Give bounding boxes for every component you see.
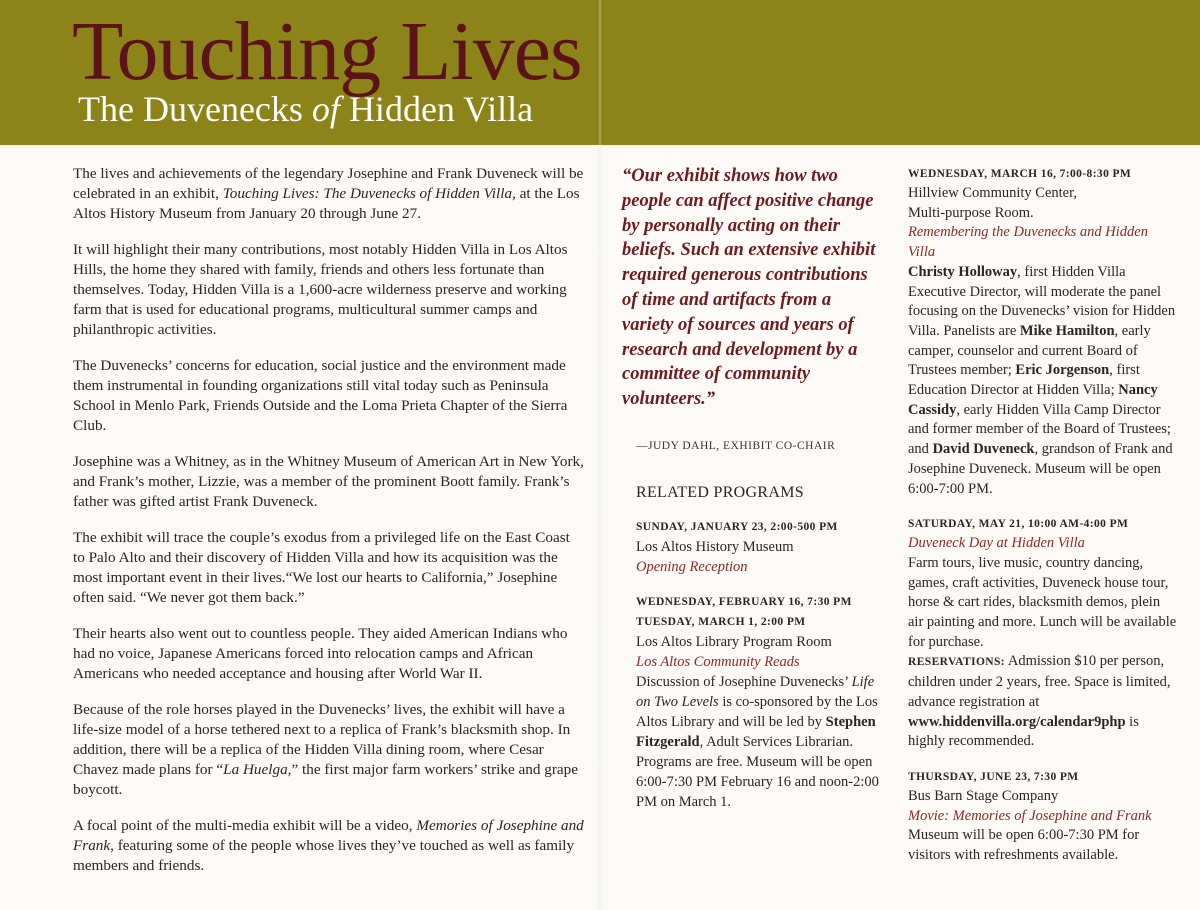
intro-column	[73, 164, 585, 892]
text-run: , Adult Services Librarian. Programs are free. Museum will be open 6:00-7:30 PM February 16 and noon-2:00 PM on March 1.	[636, 734, 879, 810]
event-venue: Hillview Community Center,	[908, 185, 1077, 201]
person-name: David Duveneck	[932, 441, 1035, 458]
italic-term: La Huelga	[223, 761, 288, 778]
intro-paragraph-6: Their hearts also went out to countless people. They aided American Indians who had no voice, Japanese Americans forced into relocation camps and African Americans who needed acceptance and housing after World War II.	[73, 625, 568, 682]
event-reservations	[908, 652, 1178, 752]
pull-quote: “Our exhibit shows how two people can affect positive change by personally acting on their beliefs. Such an extensive exhibit required generous contributions of time and artifacts from a variety of sources and years of research and development by a committee of community volunteers.”	[622, 166, 876, 410]
event-panel-discussion	[908, 164, 1178, 499]
page-fold	[598, 0, 602, 910]
event-description	[636, 672, 886, 812]
intro-paragraph-5: The exhibit will trace the couple’s exodus from a privileged life on the East Coast to Palo Alto and their discovery of Hidden Villa and how its acquisition was the most important event in their lives.“We lost our hearts to California,” Josephine often said. “We never got them back.”	[73, 529, 570, 606]
page-subtitle	[78, 90, 533, 130]
text-run: is co-sponsored by the Los Altos Library and will be led by	[636, 694, 878, 730]
event-date: TUESDAY, MARCH 1, 2:00 PM	[636, 616, 806, 628]
exhibit-title: Touching Lives: The Duvenecks of Hidden Villa	[222, 185, 513, 202]
subtitle-post: Hidden Villa	[339, 89, 534, 129]
person-name: Mike Hamilton	[1019, 322, 1115, 339]
text-run: Because of the role horses played in the Duvenecks’ lives, the exhibit will have a life-size model of a horse tethered next to a replica of Frank’s blacksmith shop. In addition, there will be a replica of the Hidden Villa dining room, where Cesar Chavez made plans for “	[73, 701, 571, 778]
event-venue: Multi-purpose Room.	[908, 204, 1034, 221]
event-venue: Los Altos Library Program Room	[636, 634, 832, 650]
event-title: Duveneck Day at Hidden Villa	[908, 535, 1085, 552]
text-run: Admission $10 per person, children under 2 years, free. Space is limited, advance registration at	[908, 653, 1171, 710]
intro-paragraph-3: The Duvenecks’ concerns for education, social justice and the environment made them instrumental in founding organizations still vital today such as Peninsula School in Menlo Park, Friends Outside and the Loma Prieta Chapter of the Sierra Club.	[73, 357, 568, 434]
text-run: , at the Los Altos History Museum from January 20 through June 27.	[73, 185, 580, 222]
programs-heading: RELATED PROGRAMS	[636, 484, 804, 501]
subtitle-of: of	[311, 89, 340, 129]
text-run: The lives and achievements of the legendary Josephine and Frank Duveneck will be celebrated in an exhibit,	[73, 165, 584, 202]
person-name: Christy Holloway	[908, 263, 1018, 280]
event-venue: Los Altos History Museum	[636, 539, 794, 555]
text-run: is highly recommended.	[908, 713, 1139, 750]
event-movie	[908, 767, 1178, 866]
programs-column-left	[636, 483, 886, 827]
person-name: Stephen Fitzgerald	[636, 714, 876, 750]
text-run: A focal point of the multi-media exhibit will be a video,	[73, 817, 417, 834]
intro-paragraph-1	[73, 164, 585, 224]
book-title: Life on Two Levels	[636, 674, 875, 710]
event-title: Remembering the Duvenecks and Hidden Villa	[908, 224, 1148, 261]
event-community-reads	[636, 592, 886, 812]
event-date: WEDNESDAY, FEBRUARY 16, 7:30 PM	[636, 596, 852, 608]
event-venue: Bus Barn Stage Company	[908, 787, 1059, 804]
calendar-link[interactable]: www.hiddenvilla.org/calendar9php	[908, 713, 1126, 730]
event-title: Opening Reception	[636, 559, 748, 575]
quote-attribution: —JUDY DAHL, EXHIBIT CO-CHAIR	[636, 440, 836, 452]
text-run: , first Education Director at Hidden Villa;	[908, 362, 1140, 399]
event-description	[908, 263, 1178, 499]
event-title: Los Altos Community Reads	[636, 654, 800, 670]
person-name: Eric Jorgenson	[1015, 362, 1110, 379]
intro-paragraph-7	[73, 700, 585, 800]
text-run: , grandson of Frank and Josephine Duveneck. Museum will be open 6:00-7:00 PM.	[908, 441, 1173, 497]
text-run: ,” the first major farm workers’ strike and grape boycott.	[73, 761, 578, 798]
intro-paragraph-8	[73, 816, 585, 876]
video-title: Memories of Josephine and Frank	[73, 817, 584, 854]
event-date: THURSDAY, JUNE 23, 7:30 PM	[908, 770, 1079, 783]
event-date: SUNDAY, JANUARY 23, 2:00-500 PM	[636, 521, 838, 533]
intro-paragraph-4: Josephine was a Whitney, as in the Whitney Museum of American Art in New York, and Frank’s mother, Lizzie, was a member of the prominent Boott family. Frank’s father was gifted artist Frank Duveneck.	[73, 453, 584, 510]
text-run: , early Hidden Villa Camp Director and former member of the Board of Trustees; and	[908, 401, 1171, 458]
subtitle-pre: The Duvenecks	[78, 89, 312, 129]
event-opening-reception	[636, 517, 886, 577]
event-title: Movie: Memories of Josephine and Frank	[908, 807, 1152, 824]
page-title: Touching Lives	[72, 5, 582, 98]
text-run: Discussion of Josephine Duvenecks’	[636, 674, 852, 690]
intro-paragraph-2: It will highlight their many contributions, most notably Hidden Villa in Los Altos Hills, the home they shared with family, friends and others less fortunate than themselves. Today, Hidden Villa is a 1,600-acre wilderness preserve and working farm that is used for educational programs, multicultural summer camps and philanthropic activities.	[73, 241, 568, 338]
programs-column-right	[908, 164, 1178, 881]
text-run: , early camper, counselor and current Board of Trustees member;	[908, 322, 1151, 379]
text-run: , featuring some of the people whose lives they’ve touched as well as family members and friends.	[73, 837, 575, 874]
text-run: , first Hidden Villa Executive Director, will moderate the panel focusing on the Duvenecks’ vision for Hidden Villa. Panelists are	[908, 263, 1176, 339]
event-duveneck-day	[908, 514, 1178, 752]
person-name: Nancy Cassidy	[908, 382, 1158, 418]
event-description: Farm tours, live music, country dancing, games, craft activities, Duveneck house tour, horse & cart rides, blacksmith demos, plein air painting and more. Lunch will be available for purchase.	[908, 554, 1177, 650]
event-date: WEDNESDAY, MARCH 16, 7:00-8:30 PM	[908, 168, 1132, 180]
event-date: SATURDAY, MAY 21, 10:00 AM-4:00 PM	[908, 518, 1129, 531]
reservations-label: RESERVATIONS:	[908, 656, 1006, 669]
event-description: Museum will be open 6:00-7:30 PM for visitors with refreshments available.	[908, 827, 1140, 864]
